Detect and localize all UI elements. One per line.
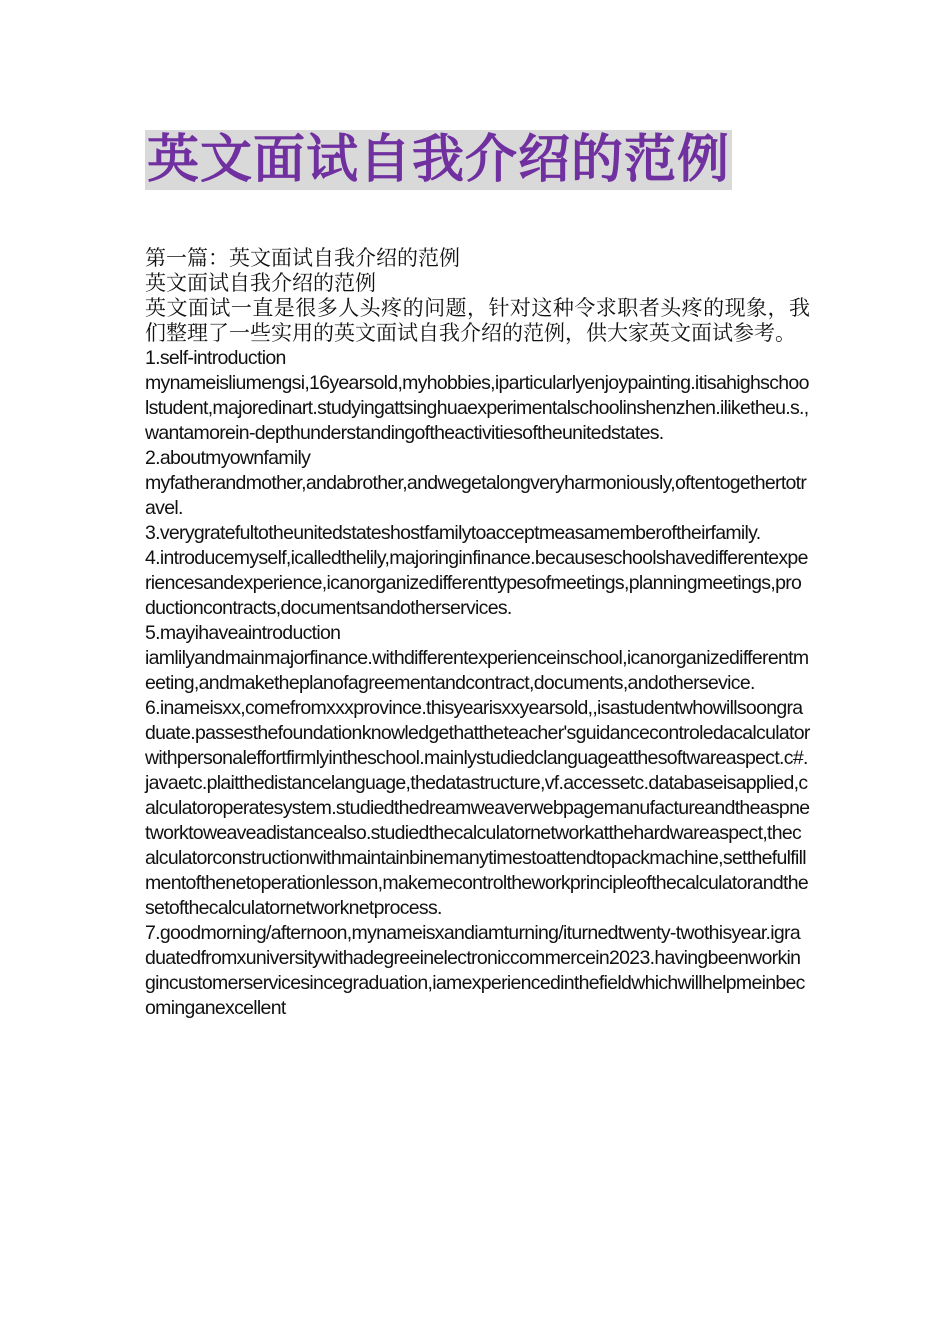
item-heading-5: 5.mayihaveaintroduction (145, 622, 341, 644)
item-heading-2: 2.aboutmyownfamily (145, 447, 311, 469)
item-body-1: mynameisliumengsi,16yearsold,myhobbies,iparticularlyenjoypainting.itisahighschoolstudent,majoredinart.studyingattsinghuaexperimentalschoolinshenzhen.iliketheu.s.,wantamorein-depthunderstandingoftheactivitiesoftheunitedstates. (145, 372, 809, 444)
item-7: 7.goodmorning/afternoon,mynameisxandiamturning/iturnedtwenty-twothisyear.igraduatedfromxuniversitywithadegreeinelectroniccommercein2023.havingbeenworkingincustomerservicesincegraduation,iamexperiencedinthefieldwhichwillhelpmeinbecominganexcellent (145, 922, 805, 1019)
document-body (145, 246, 810, 1021)
item-heading-1: 1.self-introduction (145, 347, 286, 369)
section-heading: 第一篇：英文面试自我介绍的范例 (145, 246, 460, 270)
item-3: 3.verygratefultotheunitedstateshostfamilytoacceptmeasamemberoftheirfamily. (145, 522, 761, 544)
document-page (145, 130, 810, 1021)
document-title: 英文面试自我介绍的范例 (147, 130, 731, 190)
intro-paragraph: 英文面试一直是很多人头疼的问题，针对这种令求职者头疼的现象，我们整理了一些实用的英文面试自我介绍的范例，供大家英文面试参考。 (145, 296, 810, 345)
title-highlight (145, 130, 732, 190)
item-body-2: myfatherandmother,andabrother,andwegetalongveryharmoniously,oftentogethertotravel. (145, 472, 807, 519)
item-4: 4.introducemyself,icalledthelily,majoringinfinance.becauseschoolshavedifferentexperiencesandexperience,icanorganizedifferenttypesofmeetings,planningmeetings,productioncontracts,documentsandotherservices. (145, 547, 808, 619)
item-body-5: iamlilyandmainmajorfinance.withdifferentexperienceinschool,icanorganizedifferentmeeting,andmaketheplanofagreementandcontract,documents,andothersevice. (145, 647, 809, 694)
item-6: 6.inameisxx,comefromxxxprovince.thisyearisxxyearsold,,isastudentwhowillsoongraduate.passesthefoundationknowledgethattheteacher'sguidancecontroledacalculatorwithpersonaleffortfirmlyintheschool.mainlystudiedclanguageatthesoftwareaspect.c#.javaetc.plaitthedistancelanguage,thedatastructure,vf.accessetc.databaseisapplied,calculatoroperatesystem.studiedthedreamweaverwebpagemanufactureandtheaspnetworktoweaveadistancealso.studiedthecalculatornetworkatthehardwareaspect,thecalculatorconstructionwithmaintainbinemanytimestoattendtopackmachine,setthefulfillmentofthenetoperationlesson,makemecontroltheworkprincipleofthecalculatorandthesetofthecalculatornetworknetprocess. (145, 697, 810, 919)
article-subtitle: 英文面试自我介绍的范例 (145, 271, 376, 295)
